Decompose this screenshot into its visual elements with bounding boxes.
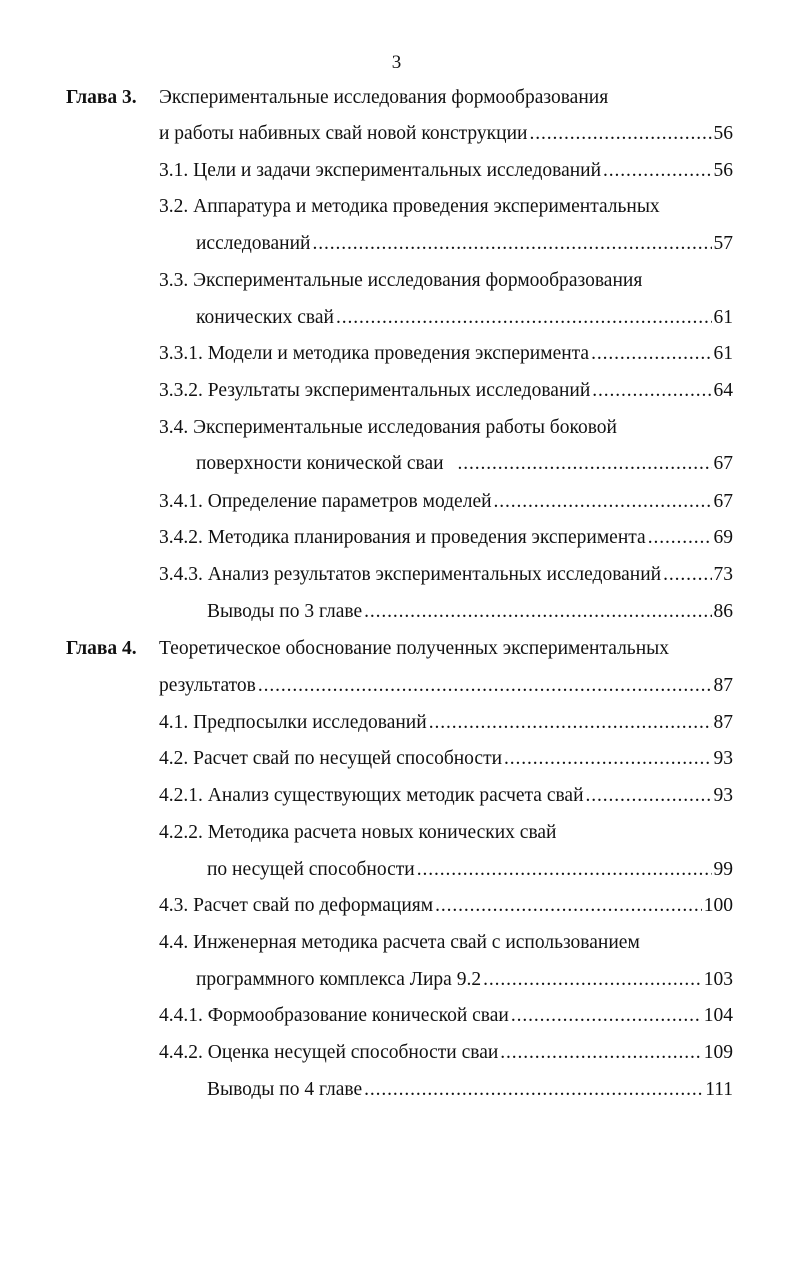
toc-page: 67 [713, 453, 733, 474]
toc-title: 4.2.1. Анализ существующих методик расчета свай [159, 785, 584, 806]
toc-page: 56 [713, 160, 733, 181]
toc-page: 100 [703, 895, 733, 916]
toc-entry [159, 1000, 733, 1032]
toc-title: 3.4.2. Методика планирования и проведения эксперимента [159, 527, 646, 548]
toc-entry [159, 743, 733, 775]
toc-page: 104 [703, 1005, 733, 1026]
toc-entry [196, 448, 733, 480]
toc-page: 111 [705, 1079, 733, 1100]
toc-entry [159, 890, 733, 922]
toc-page: 61 [713, 307, 733, 328]
toc-page: 56 [713, 123, 733, 144]
chapter-label: Глава 4. [66, 638, 137, 659]
toc-page: 93 [713, 785, 733, 806]
toc-title: 4.4.1. Формообразование конической сваи [159, 1005, 509, 1026]
toc-title: программного комплекса Лира 9.2 [196, 969, 482, 990]
toc-title: 3.3.1. Модели и методика проведения эксперимента [159, 343, 590, 364]
toc-title: Экспериментальные исследования формообразования [159, 87, 609, 108]
toc-title: 3.4.3. Анализ результатов экспериментальных исследований [159, 564, 662, 585]
toc-entry [159, 155, 733, 187]
toc-entry [159, 559, 733, 591]
toc-entry [196, 964, 733, 996]
toc-page: 87 [713, 675, 733, 696]
toc-page: 69 [713, 527, 733, 548]
toc-page: 64 [713, 380, 733, 401]
toc-title: исследований [196, 233, 311, 254]
toc-entry [159, 486, 733, 518]
page-number: 3 [391, 52, 402, 73]
toc-entry [196, 228, 733, 260]
toc-entry [207, 854, 733, 886]
toc-heading [159, 927, 640, 959]
toc-title: 4.2.2. Методика расчета новых конических свай [159, 822, 557, 843]
toc-page: 103 [703, 969, 733, 990]
toc-heading [159, 265, 642, 297]
toc-title: 3.3. Экспериментальные исследования формообразования [159, 270, 643, 291]
toc-entry [159, 670, 733, 702]
toc-entry [207, 596, 733, 628]
toc-title: 4.2. Расчет свай по несущей способности [159, 748, 503, 769]
toc-entry [159, 707, 733, 739]
toc-entry [196, 302, 733, 334]
toc-title: 3.4. Экспериментальные исследования работы боковой [159, 417, 617, 438]
toc-page: 87 [713, 712, 733, 733]
toc-title: 4.4.2. Оценка несущей способности сваи [159, 1042, 499, 1063]
toc-entry [159, 375, 733, 407]
toc-page: 73 [713, 564, 733, 585]
toc-page: 93 [713, 748, 733, 769]
toc-heading [159, 817, 556, 849]
toc-title: результатов [159, 675, 256, 696]
toc-title: по несущей способности [207, 859, 415, 880]
toc-page: 109 [703, 1042, 733, 1063]
toc-page: 57 [713, 233, 733, 254]
toc-heading [159, 412, 617, 444]
toc-title: 3.4.1. Определение параметров моделей [159, 491, 492, 512]
toc-entry [159, 1037, 733, 1069]
toc-heading [159, 82, 608, 114]
toc-page: 61 [713, 343, 733, 364]
toc-entry [159, 522, 733, 554]
toc-title: Выводы по 3 главе [207, 601, 363, 622]
toc-title: 3.1. Цели и задачи экспериментальных исследований [159, 160, 602, 181]
toc-entry [207, 1074, 733, 1106]
toc-title: поверхности конической сваи [196, 453, 444, 474]
toc-heading [159, 191, 660, 223]
toc-title: 3.3.2. Результаты экспериментальных исследований [159, 380, 591, 401]
toc-page: 67 [713, 491, 733, 512]
toc-title: 4.4. Инженерная методика расчета свай с использованием [159, 932, 640, 953]
toc-entry [159, 338, 733, 370]
toc-page: 99 [713, 859, 733, 880]
toc-title: 4.1. Предпосылки исследований [159, 712, 427, 733]
toc-title: конических свай [196, 307, 334, 328]
toc-page: 86 [713, 601, 733, 622]
toc-title: Теоретическое обоснование полученных экспериментальных [159, 638, 669, 659]
toc-entry [159, 118, 733, 150]
toc-entry [159, 780, 733, 812]
toc-title: 4.3. Расчет свай по деформациям [159, 895, 434, 916]
toc-heading [159, 633, 669, 665]
toc-title: Выводы по 4 главе [207, 1079, 363, 1100]
toc-title: 3.2. Аппаратура и методика проведения экспериментальных [159, 196, 660, 217]
toc-title: и работы набивных свай новой конструкции [159, 123, 528, 144]
chapter-label: Глава 3. [66, 87, 137, 108]
